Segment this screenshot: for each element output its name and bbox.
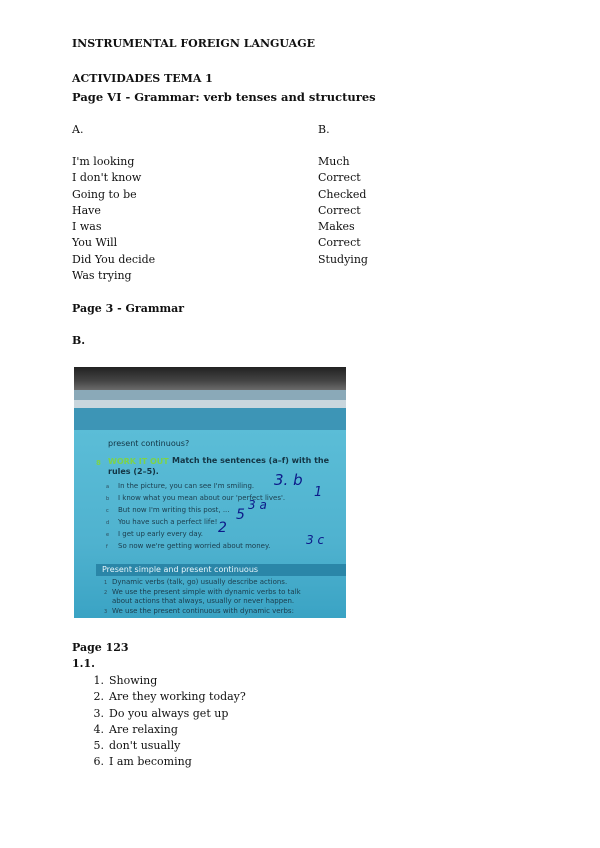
instruction-line-1: Match the sentences (a–f) with the — [172, 456, 330, 465]
handwritten-answer: 3. b — [274, 471, 303, 489]
sentence-letter: e — [106, 532, 110, 538]
browser-tab-bar — [74, 390, 346, 400]
section3-heading: Page 123 — [72, 641, 129, 654]
list-item-number: 4. — [93, 723, 104, 736]
column-a-item: Was trying — [72, 269, 132, 282]
textbook-photo — [74, 367, 346, 618]
rule-number: 3 — [104, 609, 108, 615]
sentence-text: I get up early every day. — [118, 530, 204, 538]
sentence-letter: b — [106, 496, 110, 502]
section2-label: B. — [72, 334, 86, 347]
rule-text: about actions that always, usually or never happen. — [112, 597, 295, 605]
list-item-number: 3. — [93, 707, 104, 720]
sentence-text: So now we're getting worried about money. — [118, 542, 271, 550]
handwritten-answer: 3 a — [248, 498, 267, 512]
sentence-letter: a — [106, 484, 110, 490]
rule-number: 1 — [104, 580, 108, 586]
column-b-item: Correct — [318, 171, 361, 184]
list-item-text: don't usually — [109, 739, 181, 752]
handwritten-answer: 2 — [218, 520, 227, 536]
sentence-text: I know what you mean about our 'perfect lives'. — [118, 494, 286, 502]
list-item-text: Showing — [109, 674, 158, 687]
column-a-label: A. — [72, 123, 84, 136]
sentence-text: In the picture, you can see I'm smiling. — [118, 482, 255, 490]
column-b-item: Checked — [318, 188, 367, 201]
column-a-item: Did You decide — [72, 253, 156, 266]
list-item-number: 6. — [93, 755, 104, 768]
column-b-item: Correct — [318, 204, 361, 217]
work-it-out-label: WORK IT OUT — [108, 457, 169, 466]
sentence-text: You have such a perfect life! — [118, 518, 218, 526]
list-item-number: 1. — [93, 674, 104, 687]
handwritten-answer: 5 — [236, 507, 245, 523]
grammar-box-header — [96, 564, 346, 576]
rule-text: We use the present simple with dynamic verbs to talk — [112, 588, 301, 596]
monitor-bezel — [74, 367, 346, 390]
section3-subheading: 1.1. — [72, 657, 95, 670]
sentence-letter: c — [106, 508, 109, 514]
browser-url-bar — [74, 400, 346, 408]
column-a-item: Have — [72, 204, 101, 217]
instruction-line-2: rules (2–5). — [108, 467, 159, 476]
rule-number: 2 — [104, 590, 108, 596]
pdf-toolbar — [74, 408, 346, 430]
list-item-number: 5. — [93, 739, 104, 752]
activities-heading: ACTIVIDADES TEMA 1 — [72, 72, 213, 85]
grammar-box-title: Present simple and present continuous — [102, 565, 259, 574]
column-b-item: Correct — [318, 236, 361, 249]
handwritten-answer: 1 — [314, 485, 323, 500]
column-b-item: Studying — [318, 253, 368, 266]
sentence-letter: d — [106, 520, 110, 526]
column-b-item: Makes — [318, 220, 355, 233]
list-item-text: Do you always get up — [109, 707, 229, 720]
rule-text: We use the present continuous with dynamic verbs: — [112, 607, 294, 615]
column-a-item: I don't know — [72, 171, 142, 184]
list-item-text: I am becoming — [109, 755, 192, 768]
section1-heading: Page VI - Grammar: verb tenses and structures — [72, 90, 376, 104]
previous-line: present continuous? — [108, 439, 190, 448]
sentence-text: But now I'm writing this post, ... — [118, 506, 230, 514]
section2-heading: Page 3 - Grammar — [72, 302, 185, 315]
list-item-number: 2. — [93, 690, 104, 703]
column-a-item: Going to be — [72, 188, 137, 201]
column-b-label: B. — [318, 123, 330, 136]
list-item-text: Are they working today? — [109, 690, 246, 703]
column-a-item: I'm looking — [72, 155, 135, 168]
handwritten-answer: 3 c — [306, 533, 325, 547]
sentence-letter: f — [106, 544, 108, 550]
exercise-number: 8 — [96, 459, 101, 467]
rule-text: Dynamic verbs (talk, go) usually describe actions. — [112, 578, 288, 586]
column-a-item: You Will — [72, 236, 118, 249]
document-title: INSTRUMENTAL FOREIGN LANGUAGE — [72, 37, 315, 50]
list-item-text: Are relaxing — [109, 723, 178, 736]
column-b-item: Much — [318, 155, 350, 168]
column-a-item: I was — [72, 220, 102, 233]
